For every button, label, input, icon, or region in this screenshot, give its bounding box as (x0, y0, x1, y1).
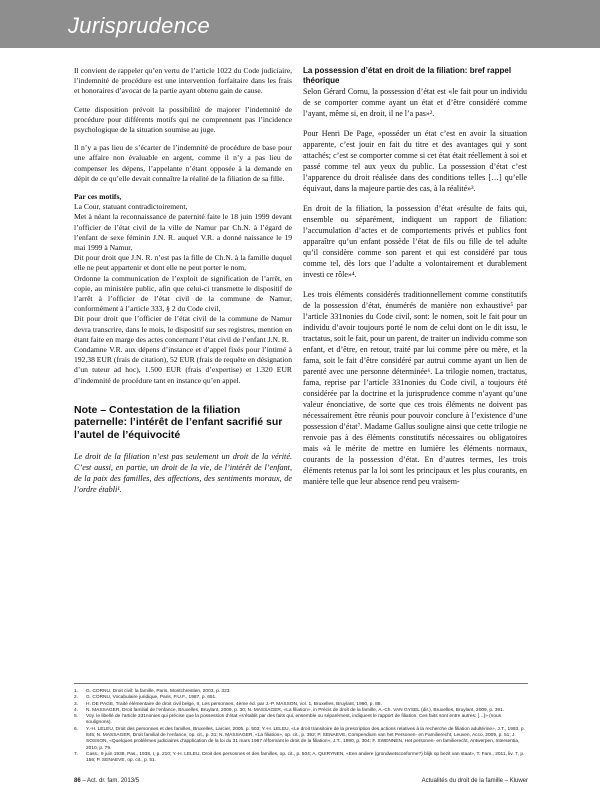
footnote-text: Cass., 9 juin 1938, Pas., 1938, I, p. 210; Y.-H. LELEU, Droit des personnes et des familles, op. cit., p. 504; A. QUIRYNEN, «Een andere (grondwetsconforme?) blijk op bezit van staat», T. Fam., 2011, liv. 7, p. 156; P. SENAEVE, op. cit., p. 51. (86, 751, 525, 764)
page-number: 86 (74, 778, 81, 784)
right-column (303, 66, 527, 496)
footnote (74, 752, 528, 765)
paragraph: Cette disposition prévoit la possibilité de majorer l’indemnité de procédure pour différents motifs qui ne comprennent pas l’incidence psychologique de la situation soumise au juge. (74, 104, 292, 135)
section-title: Jurisprudence (68, 13, 211, 38)
footnotes (74, 683, 528, 765)
paragraph: Il n’y a pas lieu de s’écarter de l’indemnité de procédure de base pour une affaire non évaluable en argent, comme il n’y a pas lieu de compenser les dépens, l’appelante n’étant opposée à la demande en dépit de ce qu’elle devait connaître la réalité de la filiation de sa fille. (74, 143, 292, 183)
motifs-line: Ordonne la communication de l’exploit de signification de l’arrêt, en copie, au ministère public, afin que celui-ci transmette le dispositif de l’arrêt à l’officier de l’état civil de la commune de Namur, conformément à l’article 333, § 2 du Code civil, (74, 273, 292, 314)
paragraph: En droit de la filiation, la possession d’état «résulte de faits qui, ensemble ou séparément, indiquent un rapport de filiation: l’accumulation d’actes et de comportements privés et publics font apparaître qu’un enfant possède l’état de fils ou fille de tel adulte qu’il considère comme son parent et qui est considéré par tous comme tel, dès lors que l’adulte a volontairement et durablement investi ce rôle»⁴. (303, 204, 527, 280)
footnote-divider (74, 683, 528, 684)
note-intro: Le droit de la filiation n’est pas seulement un droit de la vérité. C’est aussi, en partie, un droit de la vie, de l’intérêt de l’enfant, de la paix des familles, des affections, des sentiments moraux, de l’ordre établi¹. (74, 452, 292, 495)
paragraph: Les trois éléments considérés traditionnellement comme constitutifs de la possession d’état, énumérés de manière non exhaustive⁵ par l’article 331nonies du Code civil, sont: le nomen, soit le fait pour un individu d’avoir toujours porté le nom de celui dont on le dit issu, le tractatus, soit le fait, pour un parent, de traiter un individu comme son enfant, et d’être, en retour, traité par lui comme père ou mère, et la fama, soit le fait d’être considéré par autrui comme ayant un lien de parenté avec une personne déterminée⁶. La trilogie nomen, tractatus, fama, reprise par l’article 331nonies du Code civil, a toujours été considérée par la doctrine et la jurisprudence comme n’ayant qu’une valeur énonciative, de sorte que ces trois éléments ne doivent pas nécessairement être réunis pour pouvoir conclure à l’existence d’une possession d’état⁷. Madame Gallus souligne ainsi que cette trilogie ne renvoie pas à des éléments constitutifs nécessaires ou obligatoires mais «à le mérite de mettre en lumière les éléments normaux, courants de la possession d’état. En d’autres termes, les trois éléments retenus par la loi sont les principaux et les plus courants, en manière telle que leur absence rend peu vraisem- (303, 290, 527, 487)
page-footer (74, 778, 528, 788)
footnote-text: Voy. le libellé de l’article 331nonies qui précise que la possession d’état «s’établit par des faits qui, ensemble ou séparément, indiquent le rapport de filiation. Ces faits sont entre autres: […]» (nous soulignons). (86, 714, 502, 726)
paragraph: Il convient de rappeler qu’en vertu de l’article 1022 du Code judiciaire, l’indemnité de procédure est une intervention forfaitaire dans les frais et honoraires d’avocat de la partie ayant obtenu gain de cause. (74, 66, 292, 96)
footnote-text: H. DE PAGE, Traité élémentaire de droit civil belge, II, Les personnes, 4ème éd. par J.-P. MASSON, vol. 1, Bruxelles, Bruylant, 1990, p. 88. (86, 701, 382, 707)
footnote-number: 7. (74, 751, 79, 757)
motifs-title: Par ces motifs, (74, 192, 122, 202)
footnote (74, 727, 528, 752)
footnote (74, 714, 528, 727)
footnote-number: 1. (74, 689, 79, 694)
footnote-number: 2. (74, 695, 79, 701)
motifs-line: La Cour, statuant contradictoirement, (74, 202, 188, 212)
footnote-text: G. CORNU, Vocabulaire juridique, Paris, P.U.F., 1987, p. 651. (86, 695, 217, 701)
motifs-line: Dit pour droit que J.N. R. n’est pas la fille de Ch.N. à la famille duquel elle ne peut appartenir et dont elle ne peut porter le nom, (74, 253, 292, 273)
footnote-text: N. MASSAGER, Droit familial de l’enfance, Bruxelles, Bruylant, 2009, p. 30; N. MASSAGER, «La filiation», in Précis de droit de la famille, A.-Ch. VAN GYSEL (dir.), Bruxelles, Bruylant, 2009, p. 391. (86, 707, 505, 713)
footnote-number: 5. (74, 714, 79, 720)
subsection-title: La possession d’état en droit de la filiation: bref rappel théorique (303, 66, 512, 86)
motifs-line: Dit pour droit que l’officier de l’état civil de la commune de Namur devra transcrire, dans le mois, le dispositif sur ses registres, mention en étant faite en marge des actes concernant l’état civil de l’enfant J.N. R. (74, 314, 292, 344)
footnote-text: Y.-H. LELEU, Droit des personnes et des familles, Bruxelles, Larcier, 2005, p. 503; Y.-H. LELEU, «Le droit transitoire de la prescription des actions relatives à la recherche de filiation adultérine», J.T., 1993, p. 845; N. MASSAGER, Droit familial de l’enfance, op. cit., p. 31; N. MASSAGER, «La filiation», op. cit., p. 392; P. SENAEVE, Compendium van het Personen- en Familierecht, Leuven, Acco, 2009, p. 51; J. SOSSON, «Quelques problèmes judiciaires d’application de la loi du 31 mars 1987 réformant le droit de la filiation», J.T., 1990, p. 304; F. SWENNEN, Het personen- en familierecht, Antwerpen, Intersentia, 2010, p. 79. (86, 726, 525, 751)
publisher-line: Actualités du droit de la famille – Kluwer (421, 778, 528, 784)
footnote-number: 3. (74, 701, 79, 707)
paragraph: Pour Henri De Page, «posséder un état c’est en avoir la situation apparente, c’est jouir en fait du titre et des avantages qui y sont attachés; c’est se comporter comme si cet état était réellement à soi et passé comme tel aux yeux du public. La possession d’état c’est l’apparence du droit réalisée dans des conditions telles […] qu’elle équivaut, dans la majeure partie des cas, à la réalité»³. (303, 129, 527, 194)
motifs-line: Met à néant la reconnaissance de paternité faite le 18 juin 1999 devant l’officier de l’état civil de la ville de Namur par Ch.N. à l’égard de l’enfant de sexe féminin J.N. R. auquel V.R. a donné naissance le 19 mai 1999 à Namur, (74, 212, 292, 253)
journal-reference: – Act. dr. fam. 2013/5 (80, 778, 140, 784)
footer-left (74, 778, 139, 784)
left-column (74, 66, 292, 495)
footnote-number: 6. (74, 726, 79, 732)
note-title: Note – Contestation de la filiation paternelle: l’intérêt de l’enfant sacrifié sur l’autel de l’équivocité (74, 403, 283, 441)
footnote-number: 4. (74, 707, 79, 713)
header-band (0, 0, 600, 48)
footnote-text: G. CORNU, Droit civil: la famille, Paris, Montchrestien, 2003, p. 323. (86, 689, 231, 694)
paragraph: Selon Gérard Cornu, la possession d’état est «le fait pour un individu de se comporter comme ayant un état et d’être considéré comme l’ayant, même si, en droit, il ne l’a pas»². (303, 87, 527, 119)
motifs-line: Condamne V.R. aux dépens d’instance et d’appel fixés pour l’intimé à 192,38 EUR (frais de citation), 52 EUR (frais de requête en désignation d’un tuteur ad hoc), 1.500 EUR (frais d’expertise) et 1.320 EUR d’indemnité de procédure tant en instance qu’en appel. (74, 345, 292, 385)
